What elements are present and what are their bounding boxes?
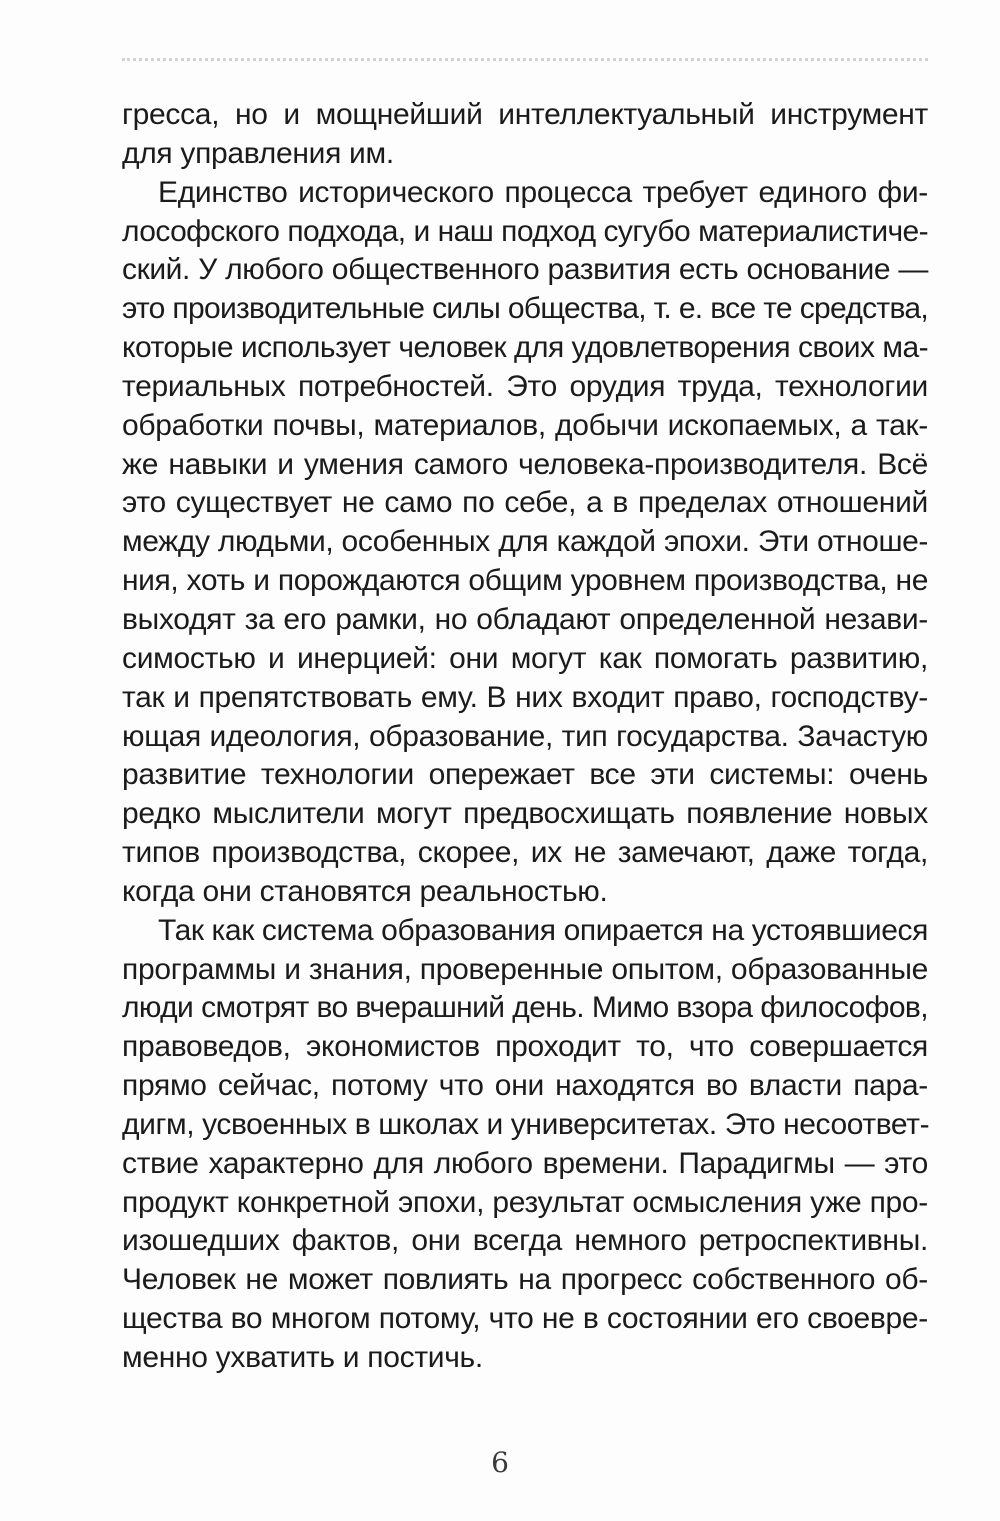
- text-line: редко мыслители могут предвосхищать появление новых: [122, 797, 928, 831]
- text-line: правоведов, экономистов проходит то, что совершается: [122, 1030, 928, 1064]
- header-divider: [122, 58, 928, 61]
- text-line: ющая идеология, образование, тип государства. Зачастую: [122, 719, 928, 753]
- text-line: териальных потребностей. Это орудия труда, технологии: [122, 369, 928, 403]
- text-line: прямо сейчас, потому что они находятся во власти пара-: [122, 1069, 928, 1103]
- page-number: 6: [491, 1446, 509, 1479]
- text-line: обработки почвы, материалов, добычи ископаемых, а так-: [122, 408, 928, 442]
- text-line: ствие характерно для любого времени. Парадигмы — это: [122, 1146, 928, 1180]
- text-line: продукт конкретной эпохи, результат осмысления уже про-: [122, 1185, 928, 1219]
- text-line: это существует не само по себе, а в пределах отношений: [122, 486, 928, 520]
- text-line: Единство исторического процесса требует единого фи-: [158, 175, 928, 209]
- text-line: так и препятствовать ему. В них входит право, господству-: [122, 680, 928, 714]
- text-line: изошедших фактов, они всегда немного ретроспективны.: [122, 1224, 928, 1258]
- text-line: Так как система образования опирается на устоявшиеся: [158, 913, 928, 947]
- text-line: развитие технологии опережает все эти системы: очень: [122, 758, 928, 792]
- text-line: щества во многом потому, что не в состоянии его своевре-: [122, 1302, 928, 1336]
- text-line: же навыки и умения самого человека-производителя. Всё: [122, 447, 928, 481]
- text-line: для управления им.: [122, 136, 394, 170]
- text-line: которые использует человек для удовлетворения своих ма-: [122, 331, 929, 365]
- text-line: это производительные силы общества, т. е. все те средства,: [122, 292, 928, 326]
- text-line: менно ухватить и постичь.: [122, 1341, 483, 1374]
- text-line: люди смотрят во вчерашний день. Мимо взора философов,: [122, 991, 928, 1025]
- text-line: выходят за его рамки, но обладают определенной незави-: [122, 602, 928, 636]
- text-line: гресса, но и мощнейший интеллектуальный инструмент: [122, 98, 928, 131]
- text-line: Человек не может повлиять на прогресс собственного об-: [122, 1263, 928, 1297]
- text-line: когда они становятся реальностью.: [122, 874, 608, 908]
- text-line: ния, хоть и порождаются общим уровнем производства, не: [122, 564, 928, 598]
- body-text: [122, 96, 928, 1378]
- text-line: между людьми, особенных для каждой эпохи. Эти отноше-: [122, 525, 928, 559]
- text-line: лософского подхода, и наш подход сугубо материалистиче-: [122, 214, 928, 248]
- text-line: типов производства, скорее, их не замечают, даже тогда,: [122, 836, 928, 870]
- text-line: программы и знания, проверенные опытом, образованные: [122, 952, 928, 986]
- text-line: дигм, усвоенных в школах и университетах. Это несоответ-: [122, 1107, 930, 1141]
- text-line: ский. У любого общественного развития есть основание —: [122, 253, 928, 287]
- text-line: симостью и инерцией: они могут как помогать развитию,: [122, 641, 928, 675]
